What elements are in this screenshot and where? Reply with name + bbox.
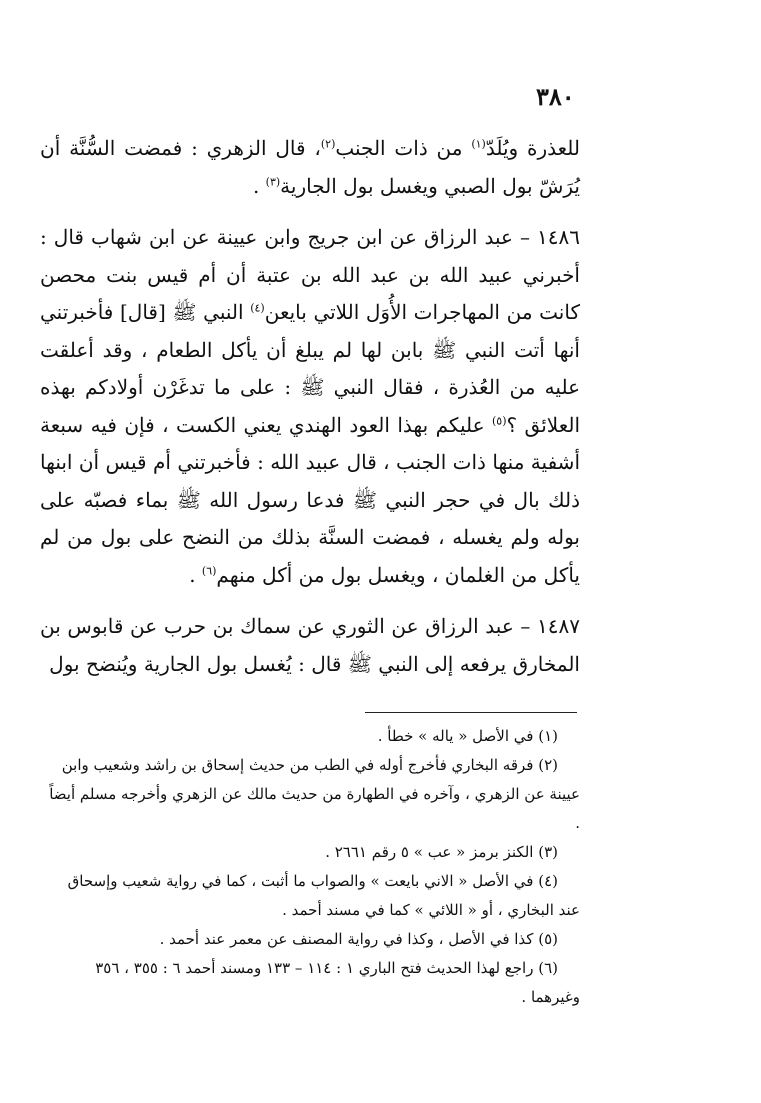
footnote: (٤) في الأصل « الاني بايعت » والصواب ما أثبت ، كما في رواية شعيب وإسحاق (67, 872, 558, 890)
text-run: . (252, 173, 266, 198)
footnote-ref: (٢) (320, 137, 336, 151)
text-run: ١٤٨٧ – عبد الرزاق عن الثوري عن سماك بن حرب عن قابوس بن المخارق يرفعه إلى النبي ﷺ قال : يُغسل بول الجارية ويُنضح بول (40, 614, 580, 676)
footnotes (40, 722, 580, 1012)
footnote-ref: (٤) (250, 301, 265, 315)
footnote-ref: (٦) (201, 563, 217, 577)
page-number: ٣٨٠ (536, 82, 575, 111)
footnote-continuation: وغيرهما . (521, 988, 580, 1006)
text-run: ١٤٨٦ – عبد الرزاق عن ابن جريج وابن عيينة عن ابن شهاب قال : أخبرني عبيد الله بن عبد الله بن عتبة أن أم قيس بنت محصن كانت من المهاجرات الأُوَل اللاتي بايعن (40, 225, 580, 324)
footnote: (٣) الكنز برمز « عب » ٥ رقم ٢٦٦١ . (325, 843, 558, 861)
text-run: ، قال الزهري : فمضت السُّنَّة أن يُرَشّ بول الصبي ويغسل بول الجارية (40, 136, 580, 198)
footnote: (٢) فرقه البخاري فأخرج أوله في الطب من حديث إسحاق بن راشد وشعيب وابن (61, 756, 558, 774)
paragraph (40, 130, 580, 205)
footnote-continuation: عيينة عن الزهري ، وآخره في الطهارة من حديث مالك عن الزهري وأخرجه مسلم أيضاً . (49, 785, 580, 832)
footnote-divider (365, 712, 577, 713)
footnote-ref: (٣) (265, 174, 281, 188)
text-run: للعذرة ويُلَدّ (485, 136, 580, 160)
main-text (40, 130, 580, 683)
hadith-1486 (40, 219, 580, 594)
footnote: (١) في الأصل « ياله » خطأ . (377, 727, 558, 745)
footnote-continuation: عند البخاري ، أو « اللائي » كما في مسند أحمد . (282, 901, 580, 919)
text-run: النبي ﷺ [قال] فأخبرتني أنها أتت النبي ﷺ بابن لها لم يبلغ أن يأكل الطعام ، وقد أعلقت عليه من العُذرة ، فقال النبي ﷺ : على ما تدغَرْن أولادكم بهذه العلائق ؟ (40, 300, 580, 437)
footnote: (٥) كذا في الأصل ، وكذا في رواية المصنف عن معمر عند أحمد . (159, 930, 558, 948)
footnote: (٦) راجع لهذا الحديث فتح الباري ١ : ١١٤ – ١٣٣ ومسند أحمد ٦ : ٣٥٥ ، ٣٥٦ (95, 959, 558, 977)
text-run: عليكم بهذا العود الهندي يعني الكست ، فإن فيه سبعة أشفية منها ذات الجنب ، قال عبيد الله : فأخبرتني أم قيس أن ابنها ذلك بال في حجر النبي ﷺ فدعا رسول الله ﷺ بماء فصبّه على بوله ولم يغسله ، فمضت السنَّة بذلك من النضح على بول من لم يأكل من الغلمان ، ويغسل بول من أكل منهم (40, 412, 580, 587)
hadith-1487 (40, 608, 580, 683)
text-run: . (189, 562, 202, 587)
text-run: من ذات الجنب (335, 136, 472, 160)
footnote-ref: (٥) (491, 413, 507, 427)
footnote-ref: (١) (471, 137, 486, 151)
